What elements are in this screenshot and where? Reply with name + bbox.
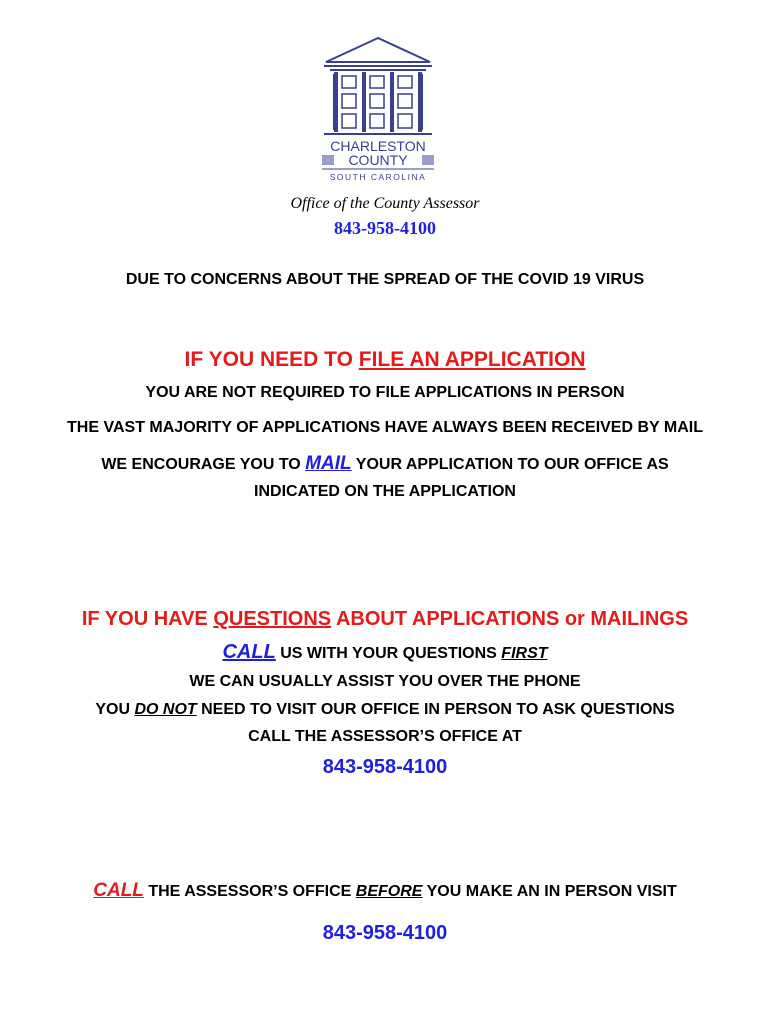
charleston-county-logo — [320, 34, 436, 184]
section1-title-prefix: IF YOU NEED TO — [184, 348, 359, 371]
section3-line — [0, 880, 770, 902]
first-emphasis: FIRST — [501, 645, 548, 662]
covid-headline: DUE TO CONCERNS ABOUT THE SPREAD OF THE COVID 19 VIRUS — [125, 271, 645, 288]
section3-phone: 843-958-4100 — [322, 922, 448, 944]
section3-mid: THE ASSESSOR’S OFFICE — [143, 883, 356, 900]
file-application-link: FILE AN APPLICATION — [358, 348, 586, 371]
section2-line1 — [0, 641, 770, 664]
call-before-emphasis: CALL — [93, 880, 144, 901]
header-phone: 843-958-4100 — [334, 218, 436, 238]
section1-line1: YOU ARE NOT REQUIRED TO FILE APPLICATIONS IN PERSON — [145, 384, 625, 401]
section1-line3-suffix: YOUR APPLICATION TO OUR OFFICE AS — [351, 456, 669, 473]
section2-line1-mid: US WITH YOUR QUESTIONS — [275, 645, 502, 662]
section2-line3-prefix: YOU — [95, 701, 135, 718]
call-emphasis: CALL — [222, 641, 276, 663]
questions-link: QUESTIONS — [213, 608, 332, 630]
logo-line3: SOUTH CAROLINA — [329, 172, 427, 182]
section2-line2: WE CAN USUALLY ASSIST YOU OVER THE PHONE — [189, 673, 581, 690]
office-title: Office of the County Assessor — [290, 195, 480, 212]
section3-suffix: YOU MAKE AN IN PERSON VISIT — [422, 883, 677, 900]
section1-line4: INDICATED ON THE APPLICATION — [254, 483, 516, 500]
section1-line3-prefix: WE ENCOURAGE YOU TO — [101, 456, 306, 473]
logo-line1: CHARLESTON — [330, 138, 426, 154]
section2-phone: 843-958-4100 — [322, 756, 448, 778]
section1-line3 — [0, 453, 770, 475]
mail-emphasis: MAIL — [305, 453, 352, 474]
section1-title — [0, 348, 770, 372]
section2-line3-suffix: NEED TO VISIT OUR OFFICE IN PERSON TO ASK QUESTIONS — [196, 701, 675, 718]
before-emphasis: BEFORE — [355, 883, 423, 900]
section2-line4: CALL THE ASSESSOR’S OFFICE AT — [248, 728, 522, 745]
section2-title-suffix: ABOUT APPLICATIONS or MAILINGS — [331, 608, 689, 630]
do-not-emphasis: DO NOT — [134, 701, 197, 718]
section1-line2: THE VAST MAJORITY OF APPLICATIONS HAVE ALWAYS BEEN RECEIVED BY MAIL — [67, 419, 703, 436]
section2-title-prefix: IF YOU HAVE — [81, 608, 214, 630]
section2-title — [0, 608, 770, 631]
logo-line2: COUNTY — [348, 152, 408, 168]
section2-line3 — [0, 701, 770, 719]
